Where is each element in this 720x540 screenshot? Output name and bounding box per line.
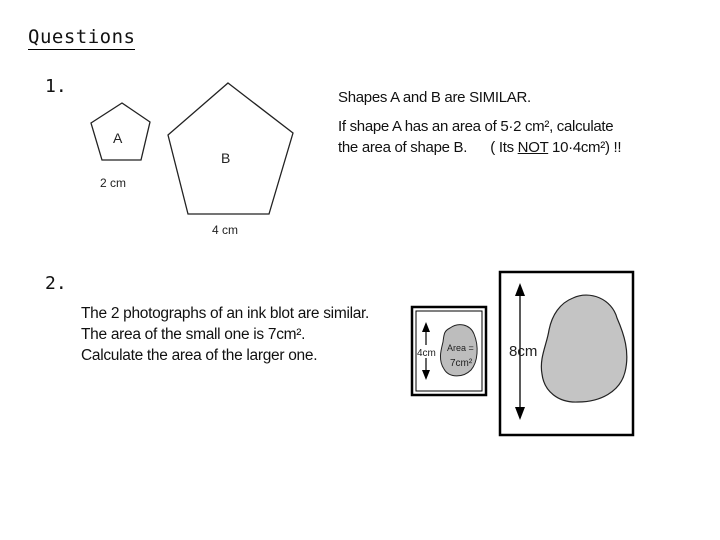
large-height-label: 8cm <box>509 343 538 360</box>
shape-a-label: A <box>113 130 123 146</box>
small-area-label-line-2: 7cm² <box>450 358 473 369</box>
question-2-text <box>81 303 369 366</box>
small-height-arrow-head-down <box>422 370 430 380</box>
small-height-arrow-head-up <box>422 322 430 332</box>
large-photograph <box>500 272 633 435</box>
large-ink-blot <box>541 295 627 402</box>
question-2-line-2: The area of the small one is 7cm². <box>81 326 306 343</box>
question-2-line-1: The 2 photographs of an ink blot are similar. <box>81 305 370 322</box>
question-1-not-emphasis: NOT <box>517 139 549 156</box>
small-photograph <box>412 307 486 395</box>
large-height-arrow-head-down <box>515 407 525 420</box>
shape-b-side-label: 4 cm <box>212 223 239 237</box>
small-height-label: 4cm <box>417 348 436 359</box>
question-2-line-3: Calculate the area of the larger one. <box>81 347 318 364</box>
question-2-number: 2. <box>45 273 67 294</box>
question-1-line-3-prefix: the area of shape B. ( Its <box>338 139 518 156</box>
question-1-number: 1. <box>45 76 67 97</box>
page-title: Questions <box>28 26 136 48</box>
question-1-line-2: If shape A has an area of 5·2 cm², calculate <box>338 118 614 135</box>
shape-a-side-label: 2 cm <box>100 176 127 190</box>
question-1-line-1: Shapes A and B are SIMILAR. <box>338 89 531 106</box>
small-area-label-line-1: Area = <box>447 343 474 353</box>
question-1-line-3-suffix: 10·4cm²) !! <box>548 139 622 156</box>
shape-b-pentagon <box>168 83 293 214</box>
large-height-arrow-head-up <box>515 283 525 296</box>
shape-b-label: B <box>221 150 231 166</box>
